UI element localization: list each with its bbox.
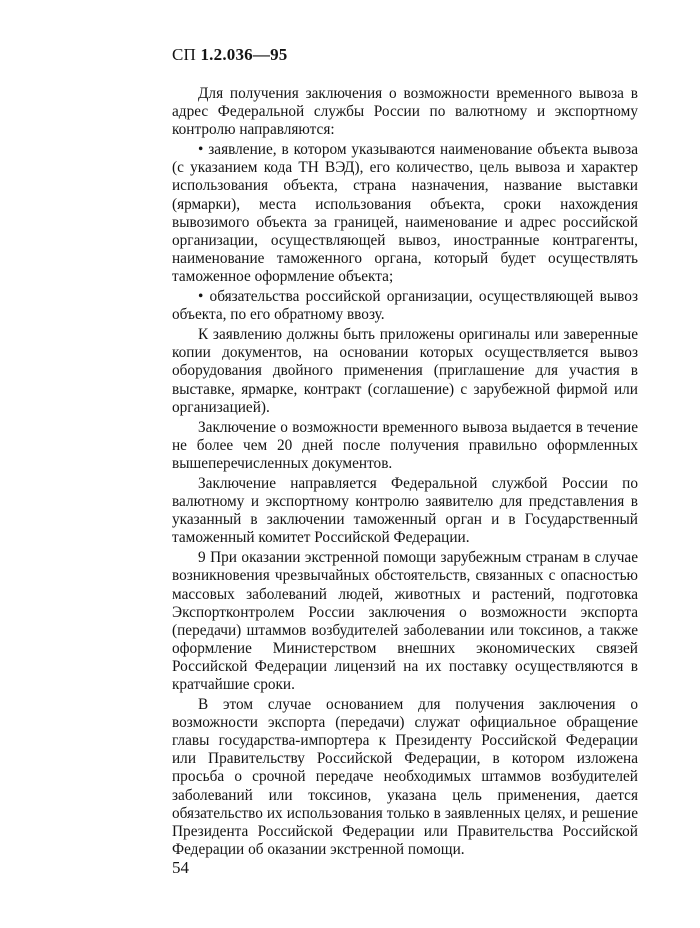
bullet-application: • заявление, в котором указываются наименование объекта вывоза (с указанием кода ТН ВЭД), его количество, цель вывоза и характер использования объекта, страна назначения, название выставки (ярмарки), места использования объекта, сроки нахождения вывозимого объекта за границей, наименование и адрес российской организации, осуществляющей вывоз, иностранные контрагенты, наименование таможенного органа, который будет осуществлять таможенное оформление объекта; xyxy=(172,141,638,285)
paragraph-issue-term: Заключение о возможности временного вывоза выдается в течение не более чем 20 дней после получения правильно оформленных вышеперечисленных документов. xyxy=(172,418,638,472)
paragraph-emergency-help: 9 При оказании экстренной помощи зарубежным странам в случае возникновения чрезвычайных обстоятельств, связанных с опасностью массовых заболеваний людей, животных и растений, подготовка Экспортконтролем России заключения о возможности экспорта (передачи) штаммов возбудителей заболевании или токсинов, а также оформление Министерством внешних экономических связей Российской Федерации лицензий на их поставку осуществляются в кратчайшие сроки. xyxy=(172,549,638,693)
document-code xyxy=(172,45,287,65)
paragraph-intro: Для получения заключения о возможности временного вывоза в адрес Федеральной службы России по валютному и экспортному контролю направляются: xyxy=(172,85,638,139)
paragraph-attachments: К заявлению должны быть приложены оригиналы или заверенные копии документов, на основании которых осуществляется вывоз оборудования двойного применения (приглашение для участия в выставке, ярмарке, контракт (соглашение) с зарубежной фирмой или организацией). xyxy=(172,326,638,416)
page-number: 54 xyxy=(172,858,189,877)
paragraph-grounds: В этом случае основанием для получения заключения о возможности экспорта (передачи) служат официальное обращение главы государства-импортера к Президенту Российской Федерации или Правительству Российской Федерации, в котором изложена просьба о срочной передаче необходимых штаммов возбудителей заболеваний или токсинов, указана цель применения, дается обязательство их использования только в заявленных целях, и решение Президента Российской Федерации или Правительства Российской Федерации об оказании экстренной помощи. xyxy=(172,696,638,858)
paragraph-submission: Заключение направляется Федеральной службой России по валютному и экспортному контролю заявителю для представления в указанный в заключении таможенный орган и в Государственный таможенный комитет Российской Федерации. xyxy=(172,474,638,547)
bullet-obligations: • обязательства российской организации, осуществляющей вывоз объекта, по его обратному ввозу. xyxy=(172,288,638,324)
document-code-prefix: СП xyxy=(172,45,201,64)
document-code-number: 1.2.036—95 xyxy=(200,45,288,64)
page-body xyxy=(172,85,638,861)
